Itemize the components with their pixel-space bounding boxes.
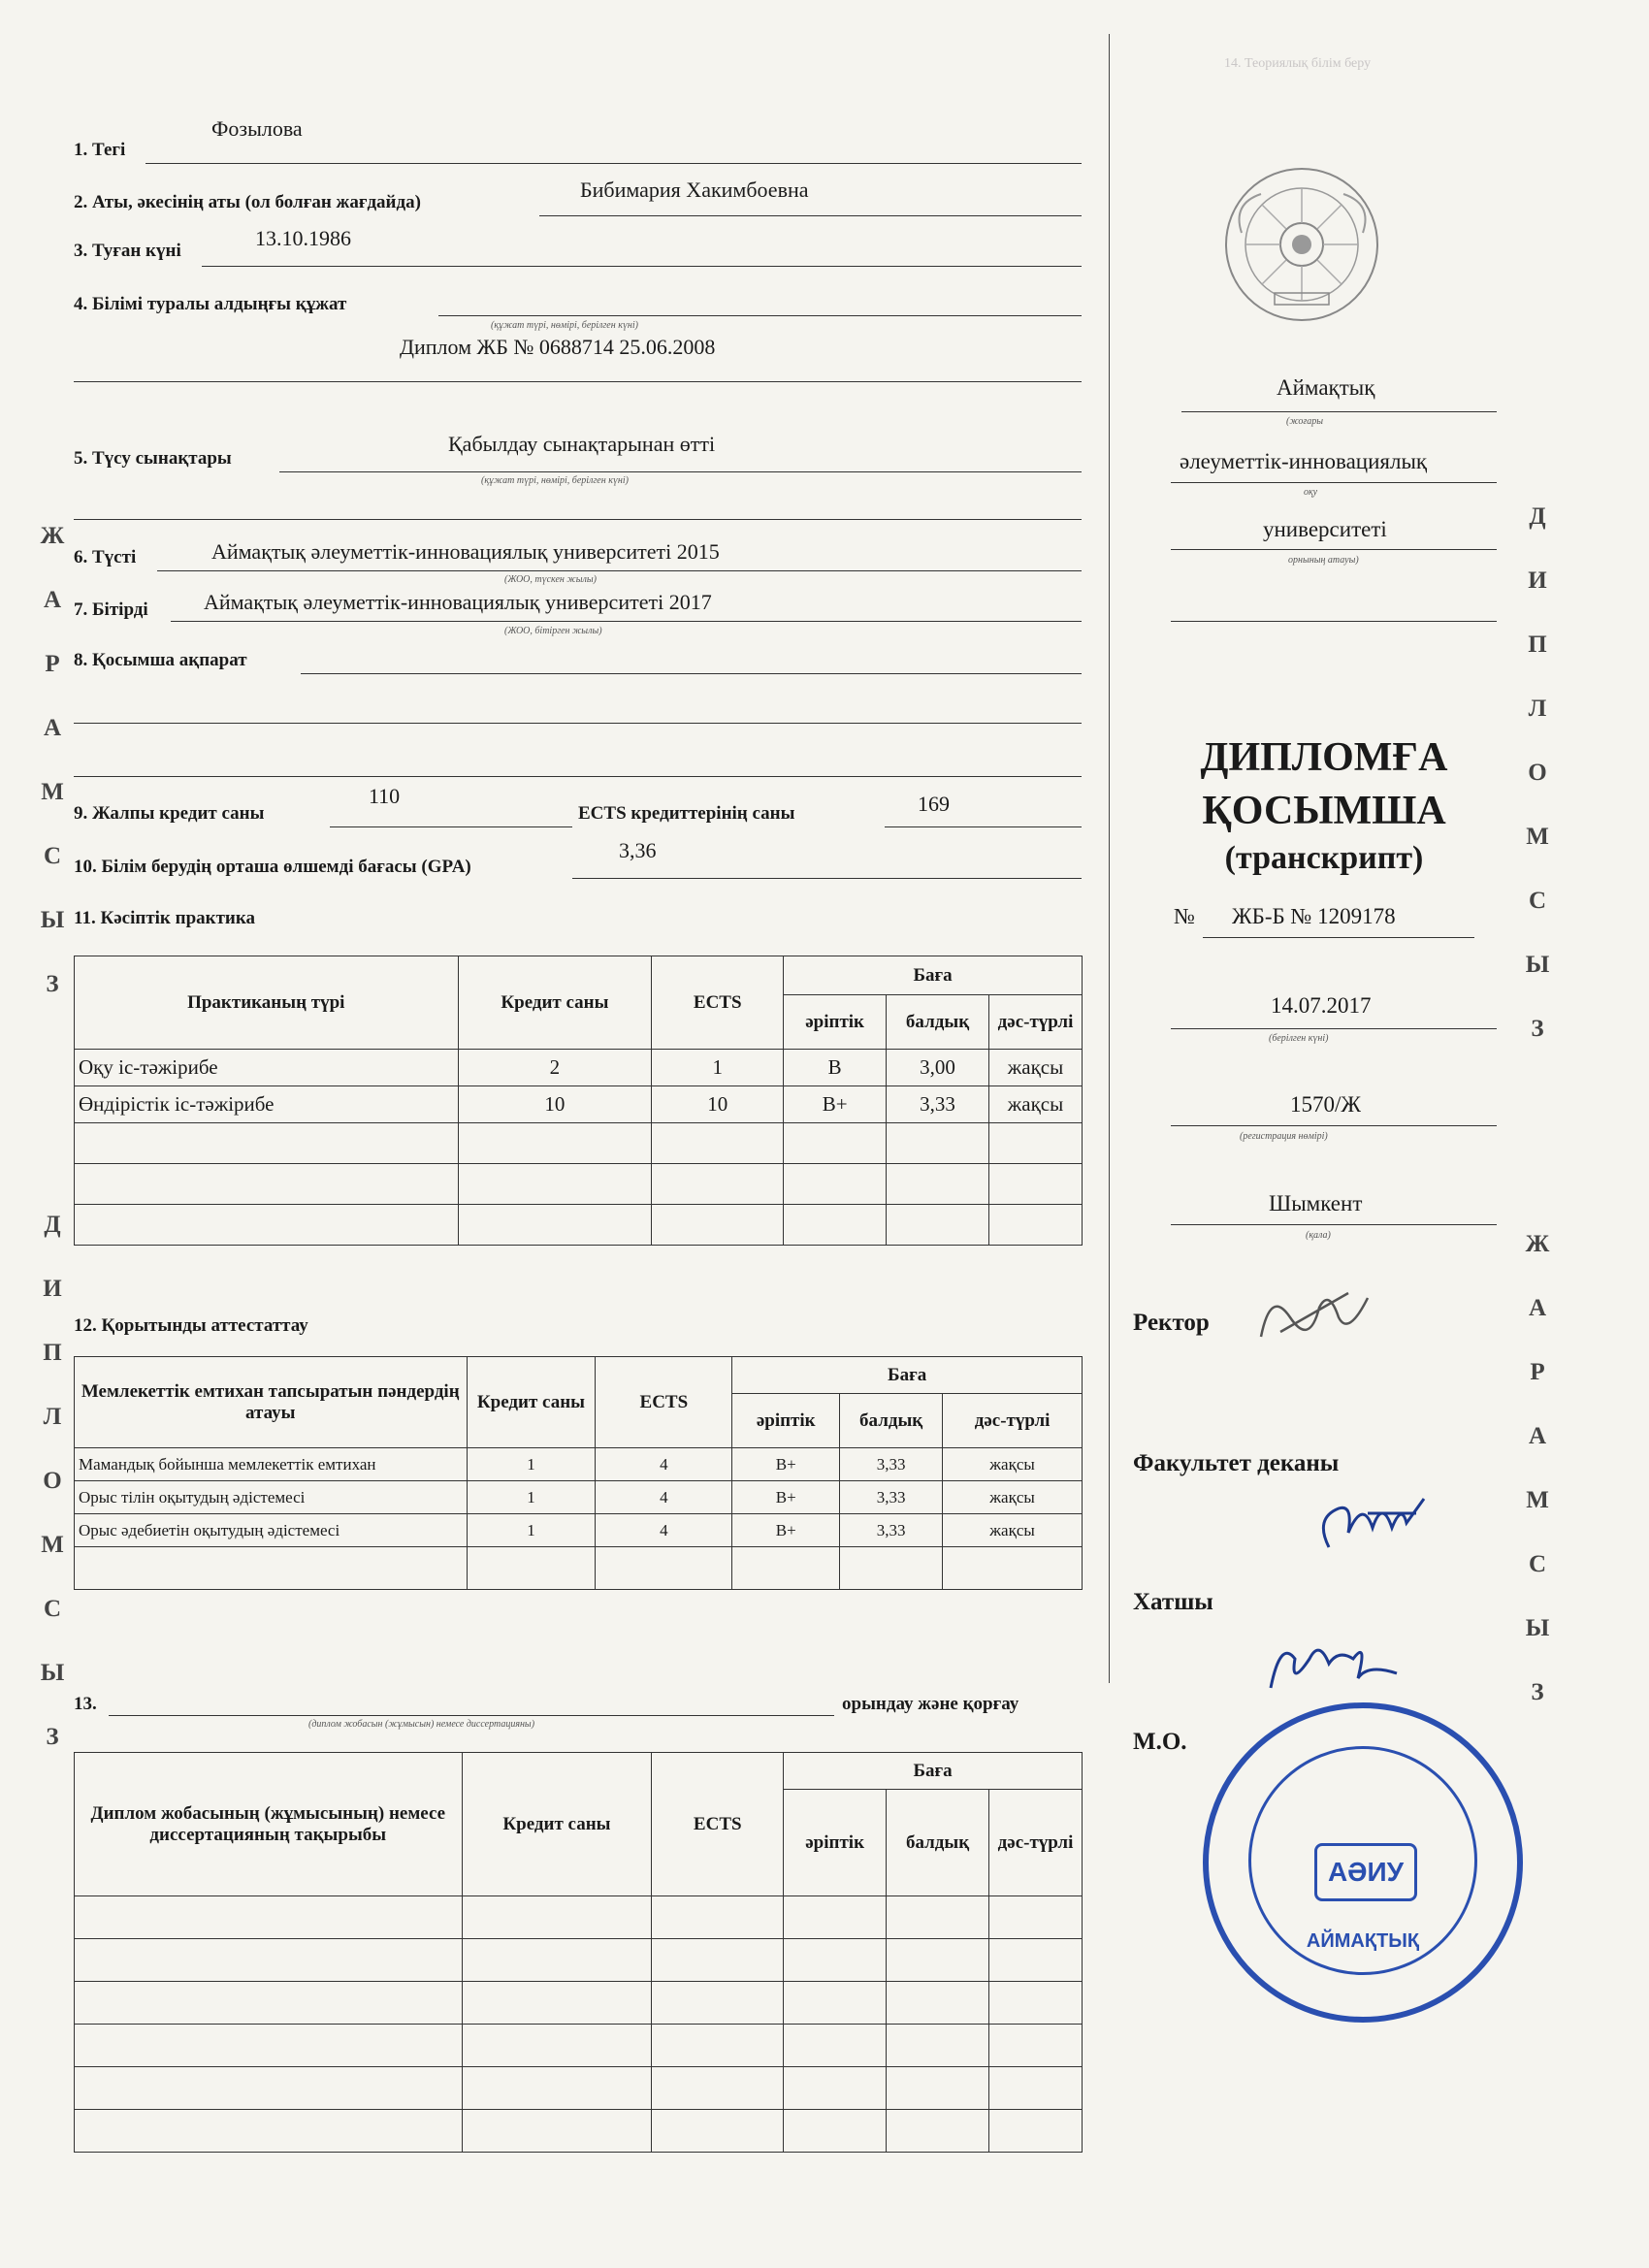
exam-name: Орыс тілін оқытудың әдістемесі [75, 1481, 468, 1514]
vertical-letter: З [1531, 1016, 1544, 1042]
thesis-caption: (диплом жобасын (жұмысын) немесе диссертацияны) [308, 1719, 535, 1730]
vertical-letter: С [1528, 1551, 1547, 1577]
exam-ects: 4 [596, 1448, 732, 1481]
practice-credit: 10 [458, 1086, 652, 1123]
vertical-letter: П [43, 1340, 62, 1366]
vertical-letter: Ж [1525, 1231, 1550, 1257]
exam-trad: жақсы [943, 1481, 1083, 1514]
vertical-letter: М [1526, 1487, 1549, 1513]
title-line-2: ҚОСЫМША [1202, 789, 1446, 833]
table-row [75, 1481, 1083, 1514]
exam-trad: жақсы [943, 1448, 1083, 1481]
letter-header: әріптік [784, 995, 887, 1050]
exam-points: 3,33 [840, 1448, 943, 1481]
exam-points-header: балдық [840, 1394, 943, 1448]
vertical-letter: П [1528, 632, 1547, 658]
title-line-3: (транскрипт) [1224, 840, 1424, 876]
vertical-letter: Ы [40, 1660, 65, 1686]
practice-letter: B+ [784, 1086, 887, 1123]
vertical-letter: А [43, 587, 62, 613]
stamp-text: АЙМАҚТЫҚ [1306, 1930, 1420, 1952]
registration-caption: (регистрация нөмірі) [1240, 1131, 1328, 1142]
vertical-letter: С [1528, 888, 1547, 914]
graduated-caption: (ЖОО, бітірген жылы) [504, 626, 602, 636]
vertical-letter: З [46, 971, 59, 997]
mo-label: М.О. [1133, 1729, 1187, 1755]
exam-ects-header: ECTS [596, 1357, 732, 1448]
vertical-letter: С [43, 843, 62, 869]
exam-grade-header: Баға [732, 1357, 1083, 1394]
name-value: Бибимария Хакимбоевна [580, 178, 809, 202]
total-credits-label: 9. Жалпы кредит саны [74, 803, 265, 824]
exam-points: 3,33 [840, 1481, 943, 1514]
prev-doc-value: Диплом ЖБ № 0688714 25.06.2008 [400, 335, 716, 359]
vertical-letter: А [1528, 1295, 1547, 1321]
thesis-section-suffix: орындау және қорғау [842, 1694, 1019, 1714]
city-caption: (қала) [1306, 1230, 1331, 1241]
vertical-letter: Р [45, 651, 60, 677]
additional-info-label: 8. Қосымша ақпарат [74, 650, 247, 670]
exam-subjects-header: Мемлекеттік емтихан тапсыратын пәндердің атауы [75, 1357, 468, 1448]
rector-label: Ректор [1133, 1310, 1210, 1336]
table-row [75, 1086, 1083, 1123]
exam-credit: 1 [467, 1514, 596, 1547]
practice-section-label: 11. Кәсіптік практика [74, 908, 256, 928]
vertical-letter: Ы [40, 907, 65, 933]
practice-trad: жақсы [989, 1050, 1083, 1086]
vertical-text-left-top [33, 504, 72, 1017]
vertical-letter: Д [1529, 503, 1546, 530]
name-label: 2. Аты, әкесінің аты (ол болған жағдайда) [74, 192, 421, 212]
vertical-letter: О [43, 1468, 62, 1494]
vertical-letter: С [43, 1596, 62, 1622]
points-header: балдық [887, 995, 989, 1050]
practice-table [74, 956, 1083, 1246]
table-row [75, 1050, 1083, 1086]
practice-name: Оқу іс-тәжірибе [75, 1050, 459, 1086]
institution-line-2: әлеуметтік-инновациялық [1180, 449, 1428, 473]
number-prefix: № [1174, 904, 1195, 928]
vertical-text-right-top [1518, 485, 1557, 1061]
exam-letter-header: әріптік [732, 1394, 840, 1448]
thesis-table [74, 1752, 1083, 2153]
birthdate-label: 3. Туған күні [74, 241, 181, 261]
surname-value: Фозылова [211, 116, 303, 141]
thesis-credit-header: Кредит саны [462, 1753, 652, 1896]
dean-label: Факультет деканы [1133, 1450, 1340, 1476]
exam-traditional-header: дәс-түрлі [943, 1394, 1083, 1448]
prev-doc-caption: (құжат түрі, нөмірі, берілген күні) [491, 320, 638, 331]
exam-table [74, 1356, 1083, 1590]
credit-header: Кредит саны [458, 956, 652, 1050]
graduated-label: 7. Бітірді [74, 599, 148, 620]
practice-name: Өндірістік іс-тәжірибе [75, 1086, 459, 1123]
ghost-text: 14. Теориялық білім беру [1224, 56, 1372, 71]
exam-letter: B+ [732, 1514, 840, 1547]
entrance-exams-value: Қабылдау сынақтарынан өтті [448, 432, 716, 456]
vertical-letter: Д [44, 1212, 61, 1238]
vertical-text-left-bottom [33, 1193, 72, 1769]
entered-caption: (ЖОО, түскен жылы) [504, 574, 597, 585]
vertical-letter: М [41, 779, 64, 805]
birthdate-value: 13.10.1986 [255, 226, 351, 250]
prev-doc-label: 4. Білімі туралы алдыңғы құжат [74, 294, 347, 314]
ects-credits-label: ECTS кредиттерінің саны [578, 803, 795, 824]
vertical-text-right-bottom [1518, 1213, 1557, 1725]
practice-credit: 2 [458, 1050, 652, 1086]
secretary-signature-icon [1261, 1620, 1406, 1698]
thesis-topic-header: Диплом жобасының (жұмысының) немесе диссертацияның тақырыбы [75, 1753, 463, 1896]
thesis-grade-header: Баға [784, 1753, 1083, 1790]
final-attestation-label: 12. Қорытынды аттестаттау [74, 1315, 308, 1336]
thesis-ects-header: ECTS [652, 1753, 784, 1896]
vertical-letter: И [1528, 567, 1547, 594]
thesis-traditional-header: дәс-түрлі [989, 1790, 1083, 1896]
entrance-exams-label: 5. Түсу сынақтары [74, 448, 232, 469]
institution-caption-1: (жоғары [1286, 416, 1324, 427]
vertical-letter: М [1526, 824, 1549, 850]
vertical-letter: О [1528, 760, 1547, 786]
institution-line-1: Аймақтық [1277, 375, 1375, 400]
rector-signature-icon [1251, 1279, 1377, 1356]
thesis-letter-header: әріптік [784, 1790, 887, 1896]
vertical-letter: А [1528, 1423, 1547, 1449]
vertical-letter: Р [1530, 1359, 1545, 1385]
vertical-letter: З [46, 1724, 59, 1750]
transcript-number: ЖБ-Б № 1209178 [1232, 904, 1396, 928]
vertical-letter: М [41, 1532, 64, 1558]
exam-ects: 4 [596, 1514, 732, 1547]
practice-ects: 1 [652, 1050, 784, 1086]
exam-points: 3,33 [840, 1514, 943, 1547]
exam-name: Орыс әдебиетін оқытудың әдістемесі [75, 1514, 468, 1547]
exam-credit: 1 [467, 1448, 596, 1481]
exam-credit: 1 [467, 1481, 596, 1514]
state-emblem-icon [1222, 165, 1382, 325]
exam-ects: 4 [596, 1481, 732, 1514]
vertical-letter: Ы [1525, 952, 1550, 978]
practice-letter: B [784, 1050, 887, 1086]
practice-trad: жақсы [989, 1086, 1083, 1123]
thesis-points-header: балдық [887, 1790, 989, 1896]
registration-number: 1570/Ж [1290, 1092, 1361, 1117]
column-divider [1109, 34, 1110, 1683]
practice-points: 3,00 [887, 1050, 989, 1086]
gpa-label: 10. Білім берудің орташа өлшемді бағасы (GPA) [74, 857, 471, 877]
entrance-caption: (құжат түрі, нөмірі, берілген күні) [481, 475, 629, 486]
vertical-letter: З [1531, 1679, 1544, 1705]
entered-value: Аймақтық әлеуметтік-инновациялық университеті 2015 [211, 539, 720, 564]
gpa-value: 3,36 [619, 838, 657, 862]
ects-credits-value: 169 [918, 792, 950, 816]
grade-header: Баға [784, 956, 1083, 995]
vertical-letter: И [43, 1276, 62, 1302]
title-line-1: ДИПЛОМҒА [1200, 735, 1448, 780]
thesis-section-label: 13. [74, 1694, 97, 1714]
stamp-logo: АӘИУ [1314, 1843, 1417, 1901]
issue-date: 14.07.2017 [1271, 993, 1372, 1018]
institution-caption-3: орнының атауы) [1288, 555, 1359, 566]
traditional-header: дәс-түрлі [989, 995, 1083, 1050]
vertical-letter: А [43, 715, 62, 741]
issue-date-caption: (берілген күні) [1269, 1033, 1329, 1044]
secretary-label: Хатшы [1133, 1589, 1213, 1615]
graduated-value: Аймақтық әлеуметтік-инновациялық университеті 2017 [204, 590, 712, 614]
dean-signature-icon [1310, 1479, 1436, 1562]
institution-caption-2: оқу [1304, 487, 1318, 498]
table-row [75, 1514, 1083, 1547]
exam-trad: жақсы [943, 1514, 1083, 1547]
practice-points: 3,33 [887, 1086, 989, 1123]
table-row [75, 1448, 1083, 1481]
vertical-letter: Л [43, 1404, 62, 1430]
institution-line-3: университеті [1263, 517, 1387, 541]
exam-credit-header: Кредит саны [467, 1357, 596, 1448]
vertical-letter: Л [1528, 696, 1547, 722]
practice-ects: 10 [652, 1086, 784, 1123]
vertical-letter: Ы [1525, 1615, 1550, 1641]
vertical-letter: Ж [40, 523, 65, 549]
exam-name: Мамандық бойынша мемлекеттік емтихан [75, 1448, 468, 1481]
exam-letter: B+ [732, 1448, 840, 1481]
city: Шымкент [1269, 1191, 1363, 1215]
total-credits-value: 110 [369, 784, 401, 808]
surname-label: 1. Тегі [74, 140, 126, 160]
entered-label: 6. Түсті [74, 547, 137, 567]
exam-letter: B+ [732, 1481, 840, 1514]
practice-type-header: Практиканың түрі [75, 956, 459, 1050]
ects-header: ECTS [652, 956, 784, 1050]
